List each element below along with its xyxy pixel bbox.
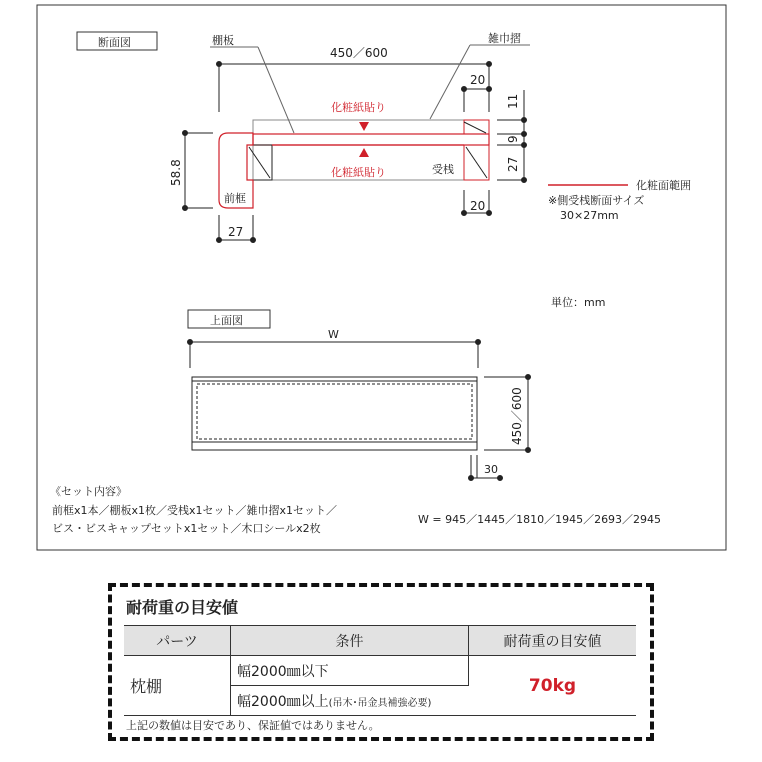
dim-27-h: 27 [228,225,244,239]
side-support-size: 30×27mm [560,209,619,222]
arrow-down-icon [359,122,369,131]
load-table [124,625,636,716]
condition-2-note: (吊木･吊金具補強必要) [328,697,432,709]
decor-top-label: 化粧紙貼り [331,101,386,114]
part-cell: 枕棚 [124,656,231,716]
table-row [124,656,636,686]
dim-58-8: 58.8 [169,159,183,186]
set-contents-line1: 前框x1本／棚板x1枚／受桟x1セット／雑巾摺x1セット／ [52,504,338,517]
dim-20-top: 20 [470,73,486,87]
dim-20-bottom: 20 [470,199,486,213]
load-note: 上記の数値は目安であり、保証値ではありません。 [126,719,380,732]
arrow-up-icon [359,148,369,157]
width-dim-label: 450／600 [330,46,388,60]
section-label: 断面図 [98,36,131,49]
shelf-board-label: 棚板 [212,34,234,47]
set-contents-title: 《セット内容》 [50,485,127,498]
header-condition: 条件 [231,626,469,656]
top-w-label: W [328,328,339,341]
support-label: 受桟 [432,163,454,176]
header-parts: パーツ [124,626,231,656]
decor-bottom-label: 化粧紙貼り [331,166,386,179]
dim-9: 9 [506,135,520,143]
load-title: 耐荷重の目安値 [126,598,239,617]
top-view-shape [188,340,531,481]
dim-27-v: 27 [506,156,520,172]
section-parts [210,45,530,208]
dim-11: 11 [506,93,520,109]
set-contents-line2: ビス・ビスキャップセットx1セット／木口シールx2枚 [52,522,321,535]
dust-stop-label: 雑巾摺 [488,32,521,45]
condition-1: 幅2000㎜以下 [231,656,469,686]
front-frame-label: 前框 [224,192,246,205]
top-depth-label: 450／600 [510,387,524,445]
width-options: W = 945／1445／1810／1945／2693／2945 [418,513,662,526]
condition-2-text: 幅2000㎜以上 [237,693,329,710]
condition-2 [231,686,469,716]
unit-label: 単位：mm [551,296,606,309]
legend-decor-range: 化粧面範囲 [636,179,691,192]
dim-30: 30 [484,463,498,476]
header-load: 耐荷重の目安値 [469,626,637,656]
width-dimension [183,62,527,243]
drawing-frame [37,5,726,550]
load-capacity-box [108,583,654,741]
side-support-note: ※側受桟断面サイズ [548,194,645,207]
top-view-label: 上面図 [210,314,243,327]
load-value: 70kg [469,656,637,716]
